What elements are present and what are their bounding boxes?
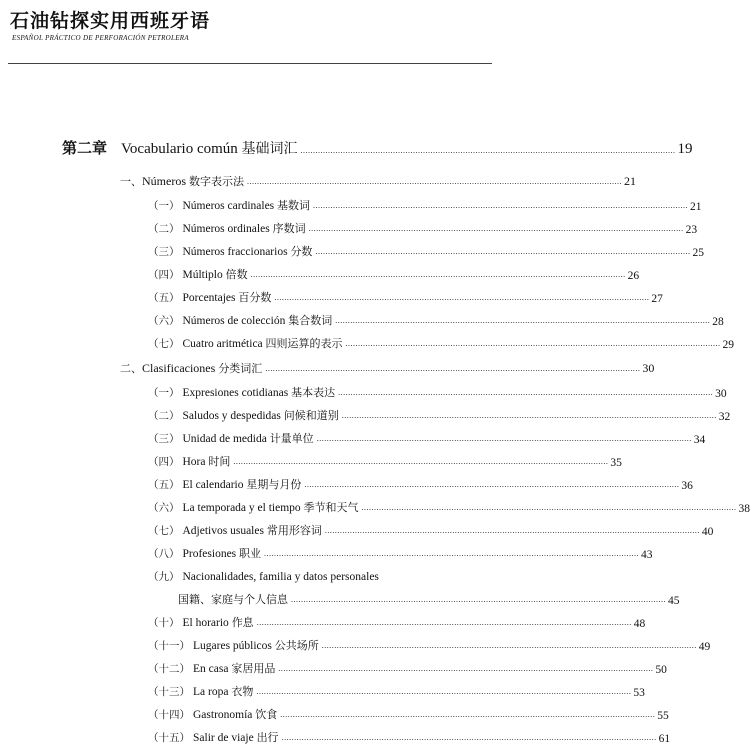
page-number: 61 — [658, 733, 671, 745]
subsection-number: （九） — [148, 571, 180, 583]
subsection-title-es: Unidad de medida — [182, 433, 267, 445]
chapter-title-zh: 基础词汇 — [241, 141, 298, 157]
subsection-title-es: Cuatro aritmética — [182, 338, 263, 350]
subsection-number: （五） — [148, 292, 180, 304]
subsection-title-zh: 基本表达 — [291, 386, 336, 399]
subsection-number: （三） — [148, 246, 180, 258]
page-number: 21 — [624, 174, 636, 188]
leader-dots: ...................................................................................................................................................... — [321, 641, 697, 650]
section-title-es: Clasificaciones — [142, 361, 216, 375]
leader-dots: ...................................................................................................................................................... — [338, 388, 714, 397]
subsection-title-es: Números ordinales — [182, 223, 270, 235]
page-number: 23 — [685, 224, 698, 236]
subsection-number: （四） — [148, 456, 180, 468]
page-number: 30 — [715, 388, 727, 400]
toc-subsection-entry[interactable] — [148, 705, 669, 722]
leader-dots: ...................................................................................................................................................... — [335, 316, 711, 325]
toc-subsection-entry[interactable] — [148, 196, 702, 213]
leader-dots: ...................................................................................................................................................... — [316, 434, 692, 443]
subsection-title-zh: 衣物 — [231, 685, 254, 698]
section-label — [120, 360, 262, 376]
page-number: 50 — [655, 664, 667, 676]
toc-subsection-entry[interactable] — [148, 265, 640, 282]
leader-dots: ...................................................................................................................................................... — [324, 526, 700, 535]
toc-subsection-continuation[interactable] — [178, 590, 680, 607]
subsection-title-es: Expresiones cotidianas — [182, 387, 289, 399]
page-number: 28 — [712, 316, 724, 328]
subsection-number: （十一） — [148, 640, 190, 652]
subsection-title-zh: 星期与月份 — [246, 478, 302, 491]
subsection-title-es: La temporada y el tiempo — [182, 502, 301, 514]
subsection-title-es: Saludos y despedidas — [182, 410, 281, 422]
toc-subsection-entry[interactable] — [148, 288, 663, 305]
toc-subsection-entry[interactable] — [148, 429, 706, 446]
subsection-number: （十三） — [148, 686, 190, 698]
subsection-title-es: En casa — [193, 663, 229, 675]
leader-dots: ...................................................................................................................................................... — [278, 664, 654, 673]
subsection-title-es: Nacionalidades, familia y datos personales — [182, 571, 379, 583]
leader-dots: ...................................................................................................................................................... — [256, 618, 632, 627]
subsection-title-zh: 倍数 — [225, 268, 248, 281]
page-number: 55 — [657, 710, 669, 722]
subsection-title-zh: 分数 — [290, 245, 313, 258]
leader-dots: ...................................................................................................................................................... — [265, 364, 641, 373]
leader-dots: ...................................................................................................................................................... — [280, 710, 656, 719]
subsection-title-es: Profesiones — [182, 548, 237, 560]
page-number: 40 — [701, 526, 714, 538]
toc-subsection-entry[interactable] — [148, 613, 646, 630]
subsection-title-zh: 计量单位 — [269, 432, 314, 445]
leader-dots: ...................................................................................................................................................... — [247, 177, 622, 186]
toc-subsection-entry[interactable] — [148, 682, 645, 699]
toc-subsection-entry[interactable] — [148, 406, 731, 423]
subsection-number: （六） — [148, 502, 180, 514]
page-number: 27 — [651, 293, 663, 305]
subsection-title-es: La ropa — [193, 686, 229, 698]
toc-subsection-entry[interactable] — [148, 728, 671, 745]
section-number: 二、 — [120, 362, 142, 375]
subsection-title-zh: 百分数 — [238, 291, 272, 304]
leader-dots: ...................................................................................................................................................... — [300, 146, 676, 155]
subsection-number: （二） — [148, 410, 180, 422]
subsection-title-es: El horario — [182, 617, 229, 629]
toc-subsection-entry[interactable] — [148, 452, 622, 469]
toc-subsection-entry[interactable] — [148, 383, 727, 400]
subsection-number: （四） — [148, 269, 180, 281]
subsection-number: （三） — [148, 433, 180, 445]
subsection-title-zh: 时间 — [208, 455, 231, 468]
subsection-number: （一） — [148, 200, 180, 212]
header-rule — [8, 63, 492, 64]
subsection-number: （二） — [148, 223, 180, 235]
leader-dots: ...................................................................................................................................................... — [361, 503, 737, 512]
subsection-title-es: Lugares públicos — [193, 640, 272, 652]
toc-subsection-entry[interactable] — [148, 636, 711, 653]
leader-dots: ...................................................................................................................................................... — [308, 224, 684, 233]
subsection-title-zh: 问候和道别 — [283, 409, 339, 422]
page-number: 48 — [633, 618, 646, 630]
subsection-title-es: Porcentajes — [182, 292, 236, 304]
leader-dots: ...................................................................................................................................................... — [313, 201, 689, 210]
subsection-title-zh: 公共场所 — [274, 639, 319, 652]
toc-subsection-entry[interactable] — [148, 498, 750, 515]
toc-section-entry[interactable] — [120, 359, 655, 376]
leader-dots: ...................................................................................................................................................... — [315, 247, 691, 256]
subsection-number: （十二） — [148, 663, 190, 675]
page-number: 49 — [698, 641, 711, 653]
page-number: 45 — [668, 595, 680, 607]
section-title-es: Números — [142, 174, 186, 188]
leader-dots: ...................................................................................................................................................... — [233, 457, 609, 466]
subsection-title-zh: 饮食 — [255, 708, 278, 721]
chapter-title-es: Vocabulario común — [121, 141, 238, 157]
leader-dots: ...................................................................................................................................................... — [256, 687, 632, 696]
toc-subsection-entry[interactable] — [148, 659, 667, 676]
toc-subsection-entry[interactable] — [148, 219, 698, 236]
section-title-zh: 分类词汇 — [218, 362, 263, 375]
toc-chapter-entry[interactable] — [62, 138, 693, 158]
subsection-number: （十五） — [148, 732, 190, 744]
subsection-title-zh: 出行 — [256, 731, 279, 744]
toc-subsection-entry[interactable] — [148, 334, 735, 351]
subsection-number: （十） — [148, 617, 180, 629]
subsection-number: （五） — [148, 479, 180, 491]
leader-dots: ...................................................................................................................................................... — [304, 480, 680, 489]
page-number: 19 — [677, 141, 693, 157]
page-number: 53 — [633, 687, 645, 699]
leader-dots: ...................................................................................................................................................... — [341, 411, 717, 420]
running-header — [8, 8, 492, 42]
page-number: 34 — [693, 434, 706, 446]
page-number: 26 — [627, 270, 640, 282]
page-number: 36 — [681, 480, 693, 492]
subsection-title-zh: 序数词 — [272, 222, 306, 235]
subsection-title-zh: 职业 — [239, 547, 262, 560]
toc-section-entry[interactable] — [120, 172, 636, 189]
page-number: 35 — [610, 457, 622, 469]
book-title: 石油钻探实用西班牙语 — [10, 10, 211, 32]
subsection-number: （一） — [148, 387, 180, 399]
page-number: 21 — [690, 201, 702, 213]
subsection-title-zh: 常用形容词 — [266, 524, 322, 537]
toc-subsection-entry[interactable] — [148, 567, 472, 584]
page-number: 43 — [641, 549, 653, 561]
subsection-title-es: Adjetivos usuales — [182, 525, 264, 537]
leader-dots: ...................................................................................................................................................... — [345, 339, 721, 348]
page-number: 30 — [642, 361, 655, 375]
subsection-title-zh: 国籍、家庭与个人信息 — [178, 593, 288, 606]
subsection-title-zh: 基数词 — [277, 199, 311, 212]
leader-dots: ...................................................................................................................................................... — [281, 733, 657, 742]
subsection-title-es: Números fraccionarios — [182, 246, 288, 258]
subsection-title-es: Salir de viaje — [193, 732, 254, 744]
subsection-title-zh: 家居用品 — [231, 662, 276, 675]
subsection-title-es: El calendario — [182, 479, 244, 491]
subsection-title-es: Gastronomía — [193, 709, 253, 721]
page-number: 29 — [722, 339, 735, 351]
section-number: 一、 — [120, 175, 142, 188]
subsection-title-es: Números cardinales — [182, 200, 275, 212]
subsection-number: （七） — [148, 338, 180, 350]
toc-subsection-entry[interactable] — [148, 544, 653, 561]
subsection-title-zh: 四则运算的表示 — [265, 337, 343, 350]
subsection-number: （六） — [148, 315, 180, 327]
subsection-title-es: Múltiplo — [182, 269, 223, 281]
book-subtitle: ESPAÑOL PRÁCTICO DE PERFORACIÓN PETROLERA — [12, 34, 189, 42]
subsection-number: （七） — [148, 525, 180, 537]
page-number: 38 — [738, 503, 750, 515]
section-label — [120, 173, 244, 189]
subsection-title-zh: 作息 — [231, 616, 254, 629]
subsection-title-es: Números de colección — [182, 315, 286, 327]
page-number: 25 — [692, 247, 704, 259]
chapter-number: 第二章 — [62, 139, 108, 157]
leader-dots: ...................................................................................................................................................... — [274, 293, 650, 302]
section-title-zh: 数字表示法 — [189, 175, 244, 188]
leader-dots: ...................................................................................................................................................... — [291, 595, 666, 604]
leader-dots: ...................................................................................................................................................... — [250, 270, 626, 279]
subsection-number: （八） — [148, 548, 180, 560]
subsection-title-zh: 集合数词 — [288, 314, 333, 327]
subsection-title-es: Hora — [182, 456, 206, 468]
subsection-title-zh: 季节和天气 — [303, 501, 359, 514]
toc-subsection-entry[interactable] — [148, 311, 724, 328]
toc-subsection-entry[interactable] — [148, 521, 714, 538]
chapter-label — [62, 137, 298, 158]
leader-dots: ...................................................................................................................................................... — [264, 549, 640, 558]
toc-subsection-entry[interactable] — [148, 242, 704, 259]
page-number: 32 — [718, 411, 731, 423]
subsection-number: （十四） — [148, 709, 190, 721]
toc-subsection-entry[interactable] — [148, 475, 693, 492]
